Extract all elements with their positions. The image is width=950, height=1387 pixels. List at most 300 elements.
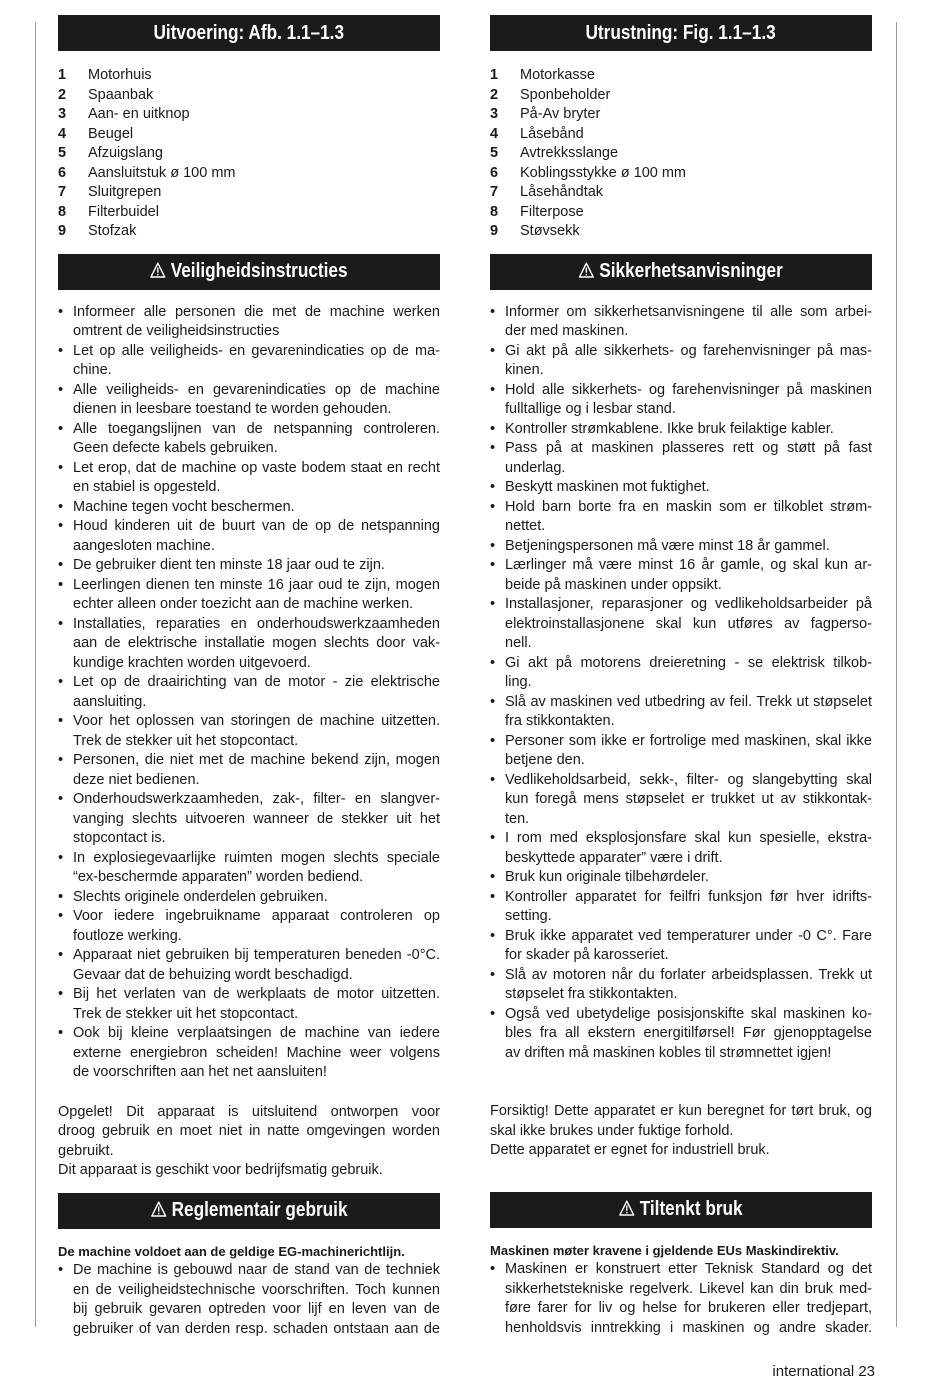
bullet-dot: • (490, 771, 496, 788)
bullet-item (58, 888, 440, 908)
bullet-dot: • (490, 498, 496, 515)
part-number: 5 (490, 145, 499, 161)
bullet-line: beskyttede apparater” være i drift. (505, 849, 723, 866)
bullet-dot: • (58, 381, 64, 398)
bullet-item (490, 478, 872, 498)
bullet-dot: • (490, 693, 496, 710)
part-number: 4 (490, 125, 499, 142)
bullet-text (73, 556, 440, 576)
bullet-text (505, 498, 872, 537)
bullet-line: fra stikkontakten. (505, 713, 615, 729)
part-number: 8 (490, 203, 499, 220)
bullet-text (505, 420, 872, 440)
bullet-dot: • (490, 537, 496, 554)
bullet-item (58, 712, 440, 751)
bullet-line: stopcontact is. (73, 830, 166, 846)
part-label: Beugel (88, 125, 134, 142)
part-number: 7 (58, 184, 67, 200)
bullet-line: Geen defecte kabels gebruiken. (73, 440, 278, 456)
bullet-text (73, 381, 440, 420)
bullet-text (505, 868, 872, 888)
parts-list (490, 66, 872, 242)
part-item (58, 66, 440, 86)
bullet-dot: • (58, 752, 64, 768)
left-margin-line (35, 22, 36, 1327)
bullet-item (58, 420, 440, 459)
bullet-text (505, 927, 872, 966)
paragraph-line: droog gebruik en moet niet in natte omgevingen worden (58, 1123, 440, 1139)
bullet-text (73, 712, 440, 751)
bullet-line: In explosiegevaarlijke ruimten mogen slechts speciale (73, 849, 440, 866)
bullet-line: Leerlingen dienen ten minste 16 jaar oud te zijn, mogen (73, 576, 440, 593)
bullet-line: nettet. (505, 518, 546, 534)
bullet-line: omtrent de veiligheidsinstructies (73, 323, 280, 339)
bullet-line: Let erop, dat de machine op vaste bodem staat en recht (73, 459, 440, 476)
bullet-dot: • (490, 596, 496, 612)
bullet-dot: • (58, 1025, 64, 1041)
bullet-text (505, 1260, 872, 1338)
part-item (490, 183, 872, 203)
bullet-text (505, 1005, 872, 1064)
bullet-item (58, 615, 440, 674)
bullet-line: Informer om sikkerhetsanvisningene til alle som arbei- (505, 303, 872, 320)
bullet-item (58, 459, 440, 498)
section-header-utrustning (490, 15, 872, 51)
bullet-dot: • (490, 342, 496, 359)
warning-icon (151, 1201, 166, 1217)
section-header-sikkerhet (490, 254, 872, 290)
bullet-item (490, 927, 872, 966)
bullet-line: chine. (73, 362, 112, 378)
part-label: Sponbeholder (520, 86, 611, 103)
bullet-dot: • (490, 557, 496, 573)
bullet-dot: • (490, 830, 496, 846)
bullet-line: Bruk ikke apparatet ved temperaturer under -0 C°. Fare (505, 927, 872, 944)
part-label: Motorkasse (520, 67, 595, 83)
bullet-item (58, 985, 440, 1024)
bullet-item (58, 1024, 440, 1083)
bullet-item (58, 849, 440, 888)
bullet-item (490, 595, 872, 654)
bullet-text (73, 498, 440, 518)
part-item (490, 86, 872, 106)
directive-line: De machine voldoet aan de geldige EG-machinerichtlijn. (58, 1243, 405, 1259)
bullet-text (505, 537, 872, 557)
bullet-dot: • (58, 713, 64, 729)
bullet-line: ten. (505, 810, 530, 827)
bullet-line: Lærlinger må være minst 16 år gamle, og skal kun ar- (505, 557, 872, 573)
warning-icon (579, 262, 594, 278)
bullet-dot: • (490, 732, 496, 749)
bullet-line: dienen in leesbare toestand te worden gehouden. (73, 401, 392, 417)
page-number: international 23 (772, 1363, 875, 1380)
bullet-text (73, 517, 440, 556)
bullet-item (490, 420, 872, 440)
part-item (58, 125, 440, 145)
bullet-line: setting. (505, 908, 552, 924)
bullet-line: deze niet bedienen. (73, 771, 200, 788)
bullet-line: Pass på at maskinen plasseres rett og støtt på fast (505, 440, 872, 456)
bullet-line: Voor iedere ingebruikname apparaat controleren op (73, 908, 440, 924)
bullet-item (58, 556, 440, 576)
bullet-line: føre farer for liv og helse for brukeren eller tredjepart, (505, 1300, 872, 1316)
part-item (490, 125, 872, 145)
bullet-line: bij gebruik gevaren optreden voor lijf en leven van de (73, 1301, 440, 1317)
bullet-line: Betjeningspersonen må være minst 18 år gammel. (505, 537, 830, 554)
bullet-dot: • (58, 342, 64, 359)
bullet-line: Kontroller apparatet for feilfri funksjon før hver idrifts- (505, 888, 872, 905)
part-item (58, 164, 440, 184)
bullet-item (490, 888, 872, 927)
bullet-item (58, 1261, 440, 1339)
bullet-line: kundige krachten worden uitgevoerd. (73, 654, 311, 671)
bullet-item (490, 1260, 872, 1338)
warning-icon (150, 262, 165, 278)
section-title: Uitvoering: Afb. 1.1–1.3 (153, 21, 345, 44)
paragraph-line: Forsiktig! Dette apparatet er kun beregnet for tørt bruk, og (490, 1103, 872, 1119)
bullet-dot: • (58, 576, 64, 593)
bullet-line: Hold barn borte fra en maskin som er tilkoblet strøm- (505, 498, 872, 515)
bullet-dot: • (490, 1261, 496, 1277)
bullet-dot: • (58, 1262, 64, 1278)
safety-list (490, 303, 872, 1064)
bullet-dot: • (490, 381, 496, 398)
bullet-line: De machine is gebouwd naar de stand van de techniek (73, 1262, 440, 1278)
bullet-dot: • (58, 908, 64, 924)
bullet-line: aan de elektrische installatie mogen slechts door vak- (73, 635, 440, 651)
bullet-item (58, 303, 440, 342)
bullet-item (58, 946, 440, 985)
bullet-line: Let op de draairichting van de motor - zie elektrische (73, 674, 440, 690)
section-header-reglementair (58, 1193, 440, 1229)
bullet-item (490, 829, 872, 868)
part-item (58, 144, 440, 164)
bullet-dot: • (58, 518, 64, 534)
part-label: På-Av bryter (520, 106, 601, 122)
bullet-line: Alle veiligheids- en gevarenindicaties op de machine (73, 381, 440, 398)
bullet-item (58, 517, 440, 556)
bullet-dot: • (490, 440, 496, 456)
part-item (58, 203, 440, 223)
part-item (490, 222, 872, 242)
bullet-dot: • (58, 459, 64, 476)
part-label: Støvsekk (520, 223, 580, 239)
bullet-item (58, 907, 440, 946)
bullet-line: Gi akt på motorens dreieretning - se elektrisk tilkob- (505, 654, 872, 671)
section-header-tiltenkt (490, 1192, 872, 1228)
part-item (490, 164, 872, 184)
bullet-item (490, 342, 872, 381)
bullet-text (505, 693, 872, 732)
warning-icon (619, 1200, 634, 1216)
note-paragraph (490, 1102, 872, 1161)
bullet-line: nell. (505, 635, 532, 651)
bullet-text (505, 829, 872, 868)
part-label: Filterbuidel (88, 203, 159, 220)
bullet-item (490, 868, 872, 888)
bullet-text (73, 907, 440, 946)
bullet-item (58, 381, 440, 420)
bullet-text (73, 420, 440, 459)
bullet-line: Kontroller strømkablene. Ikke bruk feilaktige kabler. (505, 420, 834, 437)
bullet-line: Informeer alle personen die met de machine werken (73, 303, 440, 320)
part-number: 5 (58, 145, 67, 161)
bullet-item (58, 790, 440, 849)
bullet-dot: • (58, 557, 64, 573)
note-paragraph (58, 1103, 440, 1181)
bullet-item (58, 576, 440, 615)
part-label: Aan- en uitknop (88, 106, 190, 122)
part-item (490, 203, 872, 223)
bullet-line: de voorschriften aan het net aansluiten! (73, 1064, 327, 1080)
bullet-line: “ex-beschermde apparaten” worden bediend. (73, 869, 364, 885)
part-label: Filterpose (520, 203, 584, 220)
section-title: Veiligheidsinstructies (170, 260, 348, 282)
bullet-line: aangesloten machine. (73, 537, 215, 554)
bullet-line: Bruk kun originale tilbehørdeler. (505, 869, 709, 885)
bullet-line: beide på maskinen under oppsikt. (505, 576, 722, 593)
bullet-line: Personen, die niet met de machine bekend zijn, mogen (73, 752, 440, 768)
paragraph-line: skal ikke brukes under fuktige forhold. (490, 1122, 734, 1139)
bullet-line: av driften må maskinen kobles til strømnettet igjen! (505, 1044, 832, 1061)
bullet-line: Slechts originele onderdelen gebruiken. (73, 888, 328, 905)
bullet-line: en stabiel is opgesteld. (73, 479, 221, 495)
bullet-dot: • (58, 674, 64, 690)
part-label: Afzuigslang (88, 145, 163, 161)
bullet-text (73, 673, 440, 712)
bullet-line: kinen. (505, 362, 544, 378)
bullet-dot: • (490, 654, 496, 671)
bullet-item (490, 654, 872, 693)
bullet-dot: • (58, 303, 64, 320)
bullet-text (73, 615, 440, 674)
part-label: Motorhuis (88, 67, 152, 83)
bullet-item (490, 771, 872, 830)
paragraph-line: Dette apparatet er egnet for industriell bruk. (490, 1142, 770, 1158)
bullet-dot: • (490, 888, 496, 905)
part-number: 2 (490, 86, 499, 103)
section-header-uitvoering (58, 15, 440, 51)
part-item (58, 222, 440, 242)
part-item (490, 66, 872, 86)
right-margin-line (896, 22, 897, 1327)
bullet-line: betjene den. (505, 752, 585, 768)
bullet-line: Ook bij kleine verplaatsingen de machine van iedere (73, 1025, 440, 1041)
bullet-line: foutloze werking. (73, 927, 182, 944)
part-number: 1 (490, 67, 499, 83)
part-number: 6 (58, 164, 67, 181)
bullet-text (505, 966, 872, 1005)
bullet-line: underlag. (505, 459, 566, 476)
part-number: 2 (58, 86, 67, 103)
bullet-text (73, 342, 440, 381)
part-label: Låsebånd (520, 125, 584, 142)
bullet-text (73, 849, 440, 888)
bullet-line: Alle toegangslijnen van de netspanning controleren. (73, 420, 440, 437)
dutch-column (58, 15, 440, 1339)
norwegian-column (490, 15, 872, 1338)
bullet-text (505, 556, 872, 595)
bullet-dot: • (490, 479, 496, 495)
section-title: Sikkerhetsanvisninger (599, 260, 784, 282)
bullet-line: Machine tegen vocht beschermen. (73, 498, 295, 515)
bullet-item (490, 498, 872, 537)
bullet-line: Gi akt på alle sikkerhets- og farehenvisninger på mas- (505, 342, 872, 359)
use-bullet (490, 1260, 872, 1338)
bullet-dot: • (58, 498, 64, 515)
bullet-line: støpselet fra stikkontakten. (505, 986, 678, 1002)
part-number: 8 (58, 203, 67, 220)
bullet-line: sikkerhetstekniske regelverk. Likevel kan din bruk med- (505, 1280, 872, 1297)
bullet-line: Hold alle sikkerhets- og farehenvisninger på maskinen (505, 381, 872, 398)
bullet-line: gebruiker of van derden resp. schaden ontstaan aan de (73, 1320, 440, 1337)
section-title: Tiltenkt bruk (639, 1198, 743, 1220)
bullet-dot: • (490, 420, 496, 437)
bullet-dot: • (490, 869, 496, 885)
bullet-line: Installasjoner, reparasjoner og vedlikeholdsarbeider på (505, 596, 872, 612)
bullet-dot: • (490, 303, 496, 320)
directive-line: Maskinen møter kravene i gjeldende EUs Maskindirektiv. (490, 1242, 839, 1258)
paragraph-line: gebruikt. (58, 1142, 114, 1159)
bullet-dot: • (58, 849, 64, 866)
bullet-line: for skader på karosseriet. (505, 947, 669, 963)
part-item (490, 144, 872, 164)
bullet-line: Bij het verlaten van de werkplaats de motor uitzetten. (73, 986, 440, 1002)
part-number: 4 (58, 125, 67, 142)
bullet-line: Voor het oplossen van storingen de machine uitzetten. (73, 713, 440, 729)
bullet-dot: • (58, 791, 64, 807)
bullet-item (490, 439, 872, 478)
paragraph-line: Dit apparaat is geschikt voor bedrijfsmatig gebruik. (58, 1162, 383, 1178)
use-bullet (58, 1261, 440, 1339)
bullet-text (505, 303, 872, 342)
bullet-line: Onderhoudswerkzaamheden, zak-, filter- en slangver- (73, 791, 440, 807)
bullet-line: Trek de stekker uit het stopcontact. (73, 1005, 299, 1022)
bullet-item (58, 342, 440, 381)
part-number: 3 (490, 106, 499, 122)
part-number: 6 (490, 164, 499, 181)
bullet-item (490, 556, 872, 595)
bullet-text (73, 985, 440, 1024)
bullet-line: Personer som ikke er fortrolige med maskinen, skal ikke (505, 732, 872, 749)
paragraph-line: Opgelet! Dit apparaat is uitsluitend ontworpen voor (58, 1103, 440, 1120)
bullet-item (490, 1005, 872, 1064)
bullet-line: kun foregå mens støpselet er trukket ut av stikkontak- (505, 791, 872, 807)
bullet-line: Også ved ubetydelige posisjonskifte skal maskinen ko- (505, 1005, 872, 1022)
part-label: Spaanbak (88, 86, 154, 103)
bullet-line: elektroinstallasjonene skal kun utføres av fagperso- (505, 615, 872, 632)
bullet-item (58, 673, 440, 712)
bullet-text (73, 946, 440, 985)
bullet-line: Installaties, reparaties en onderhoudswerkzaamheden (73, 615, 440, 632)
bullet-line: Trek de stekker uit het stopcontact. (73, 732, 299, 749)
bullet-line: henholdsvis inntrekking i maskinen og andre skader. (505, 1319, 872, 1336)
bullet-text (73, 1024, 440, 1083)
part-number: 7 (490, 184, 499, 200)
bullet-line: fulltallige og i lesbar stand. (505, 401, 676, 417)
part-label: Stofzak (88, 223, 137, 239)
bullet-line: Apparaat niet gebruiken bij temperaturen beneden -0°C. (73, 947, 440, 963)
bullet-line: echter alleen onder toezicht aan de machine werken. (73, 596, 414, 612)
bullet-line: De gebruiker dient ten minste 18 jaar oud te zijn. (73, 557, 385, 573)
parts-list (58, 66, 440, 242)
bullet-text (505, 595, 872, 654)
part-label: Avtrekksslange (520, 145, 619, 161)
bullet-text (505, 478, 872, 498)
bullet-line: Slå av maskinen ved utbedring av feil. Trekk ut støpselet (505, 693, 872, 710)
part-item (58, 86, 440, 106)
bullet-dot: • (490, 1005, 496, 1022)
bullet-text (73, 576, 440, 615)
bullet-dot: • (58, 888, 64, 905)
bullet-text (505, 888, 872, 927)
part-number: 9 (490, 223, 499, 239)
bullet-item (490, 381, 872, 420)
bullet-dot: • (490, 966, 496, 983)
bullet-text (73, 751, 440, 790)
bullet-line: Houd kinderen uit de buurt van de op de netspanning (73, 518, 440, 534)
bullet-line: vanging slechts uitvoeren wanneer de stekker uit het (73, 810, 440, 827)
bullet-text (505, 381, 872, 420)
part-number: 1 (58, 67, 67, 83)
bullet-line: Gevaar dat de behuizing wordt beschadigd. (73, 966, 353, 983)
bullet-text (505, 342, 872, 381)
bullet-line: Slå av motoren når du forlater arbeidsplassen. Trekk ut (505, 966, 872, 983)
bullet-item (490, 693, 872, 732)
bullet-text (505, 771, 872, 830)
bullet-line: Beskytt maskinen mot fuktighet. (505, 479, 710, 495)
bullet-dot: • (58, 615, 64, 632)
bullet-item (58, 751, 440, 790)
bullet-text (505, 439, 872, 478)
section-title: Reglementair gebruik (171, 1199, 348, 1221)
bullet-line: Vedlikeholdsarbeid, sekk-, filter- og slangebytting skal (505, 771, 872, 788)
bullet-line: externe energiebron scheiden! Machine weer volgens (73, 1044, 440, 1061)
section-title: Utrustning: Fig. 1.1–1.3 (585, 21, 777, 44)
bullet-text (73, 888, 440, 908)
part-number: 3 (58, 106, 67, 122)
bullet-line: aansluiting. (73, 693, 147, 710)
bullet-text (505, 732, 872, 771)
bullet-line: Maskinen er konstruert etter Teknisk Standard og det (505, 1261, 872, 1277)
bullet-line: bles fra all ekstern energitilførsel! Før gjenopptagelse (505, 1025, 872, 1041)
part-item (58, 105, 440, 125)
bullet-dot: • (58, 947, 64, 963)
bullet-dot: • (490, 927, 496, 944)
bullet-text (73, 459, 440, 498)
bullet-item (490, 537, 872, 557)
bullet-line: der med maskinen. (505, 323, 629, 339)
bullet-text (73, 1261, 440, 1339)
bullet-text (73, 790, 440, 849)
bullet-line: Let op alle veiligheids- en gevarenindicaties op de ma- (73, 342, 440, 359)
section-header-veiligheid (58, 254, 440, 290)
part-item (490, 105, 872, 125)
part-label: Aansluitstuk ø 100 mm (88, 164, 236, 181)
bullet-item (58, 498, 440, 518)
bullet-item (490, 732, 872, 771)
bullet-text (505, 654, 872, 693)
bullet-item (490, 303, 872, 342)
bullet-text (73, 303, 440, 342)
part-label: Koblingsstykke ø 100 mm (520, 164, 687, 181)
bullet-item (490, 966, 872, 1005)
bullet-dot: • (58, 420, 64, 437)
bullet-line: en de veiligheidstechnische voorschriften. Toch kunnen (73, 1281, 440, 1298)
part-item (58, 183, 440, 203)
bullet-line: ling. (505, 674, 532, 690)
part-label: Sluitgrepen (88, 184, 162, 200)
